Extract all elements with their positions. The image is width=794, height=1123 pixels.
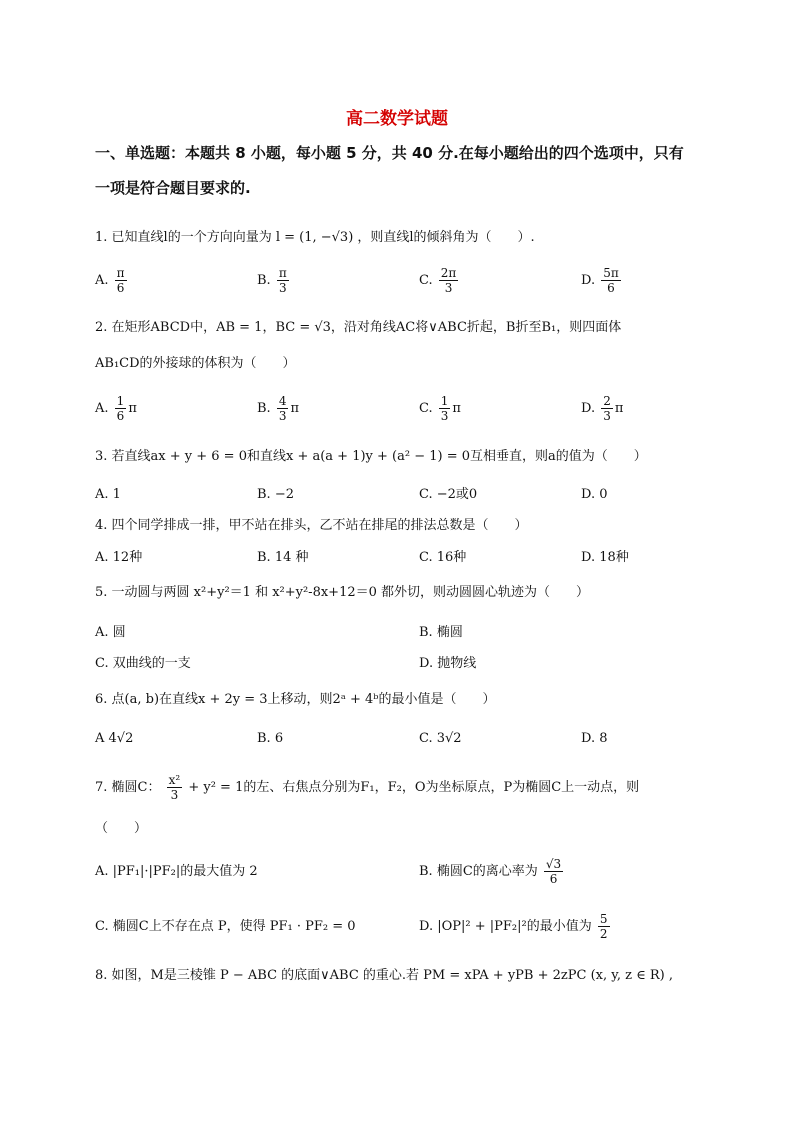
question-6-option-c: C. 3√2 <box>419 731 462 746</box>
stem-suffix: + y² = 1的左、右焦点分别为F₁，F₂，O为坐标原点，P为椭圆C上一动点，则 <box>188 780 640 795</box>
option-label: D. <box>581 401 596 416</box>
question-4-option-c: C. 16种 <box>419 550 467 565</box>
option-label: C. <box>419 273 433 288</box>
question-7-stem-line2: （ ） <box>95 821 148 836</box>
option-label: A. <box>95 273 109 288</box>
question-2-stem-line2: AB₁CD的外接球的体积为（ ） <box>95 356 296 371</box>
denominator: 6 <box>549 872 558 886</box>
option-label: C. <box>419 401 433 416</box>
numerator: 5 <box>599 912 608 926</box>
question-2-option-b <box>257 394 299 423</box>
question-7-option-a: A. |PF₁|·|PF₂|的最大值为 2 <box>95 864 258 879</box>
denominator: 3 <box>170 788 179 802</box>
numerator: x² <box>168 773 181 787</box>
question-2-option-a <box>95 394 137 423</box>
question-5-option-c: C. 双曲线的一支 <box>95 656 191 671</box>
question-1-option-c <box>419 266 460 295</box>
denominator: 2 <box>599 927 608 941</box>
denominator: 3 <box>278 409 287 423</box>
option-fraction <box>598 912 610 941</box>
numerator: π <box>278 266 287 280</box>
option-label: D. <box>581 273 596 288</box>
question-3-option-d: D. 0 <box>581 487 608 502</box>
question-1-option-d <box>581 266 623 295</box>
denominator: 3 <box>603 409 611 423</box>
question-6-option-a: A 4√2 <box>95 731 134 746</box>
option-fraction <box>544 857 563 886</box>
numerator: 1 <box>440 394 449 408</box>
option-fraction <box>439 394 451 423</box>
denominator: 6 <box>116 281 125 295</box>
denominator: 3 <box>440 409 449 423</box>
stem-prefix: 7. 椭圆C： <box>95 780 161 795</box>
option-text: D. |OP|² + |PF₂|²的最小值为 <box>419 919 592 934</box>
option-suffix: π <box>290 401 300 416</box>
question-7-stem <box>95 773 715 802</box>
question-3-option-b: B. −2 <box>257 487 294 502</box>
question-5-stem: 5. 一动圆与两圆 x²+y²＝1 和 x²+y²-8x+12＝0 都外切，则动圆圆心轨迹为（ ） <box>95 585 590 600</box>
denominator: 3 <box>444 281 453 295</box>
section-heading-line1: 一、单选题：本题共 8 小题，每小题 5 分，共 40 分.在每小题给出的四个选项中，只有 <box>95 144 684 162</box>
numerator: π <box>116 266 125 280</box>
question-2-stem: 2. 在矩形ABCD中，AB = 1，BC = √3，沿对角线AC将∨ABC折起，B折至B₁，则四面体 <box>95 320 622 335</box>
option-text: B. 椭圆C的离心率为 <box>419 864 538 879</box>
numerator: 5π <box>603 266 619 280</box>
option-suffix: π <box>452 401 461 416</box>
question-5-option-b: B. 椭圆 <box>419 625 463 640</box>
denominator: 6 <box>607 281 615 295</box>
option-fraction <box>601 394 613 423</box>
option-label: A. <box>95 401 109 416</box>
numerator: 2π <box>440 266 457 280</box>
numerator: 4 <box>278 394 287 408</box>
numerator: 2 <box>603 394 611 408</box>
option-fraction <box>439 266 459 295</box>
question-8-stem: 8. 如图，M是三棱锥 P − ABC 的底面∨ABC 的重心.若 PM = xPA + yPB + 2zPC (x, y, z ∈ R) , <box>95 968 673 983</box>
question-6-option-b: B. 6 <box>257 731 284 746</box>
stem-fraction <box>167 773 183 802</box>
question-5-option-d: D. 抛物线 <box>419 656 477 671</box>
question-7-option-d <box>419 912 612 941</box>
question-5-option-a: A. 圆 <box>95 625 126 640</box>
denominator: 3 <box>278 281 287 295</box>
option-fraction <box>115 266 127 295</box>
option-fraction <box>277 394 289 423</box>
denominator: 6 <box>116 409 125 423</box>
question-1-stem: 1. 已知直线l的一个方向向量为 l = (1, −√3) ，则直线l的倾斜角为（ ）. <box>95 230 535 245</box>
question-2-option-d <box>581 394 623 423</box>
question-1-option-b <box>257 266 291 295</box>
option-label: B. <box>257 401 271 416</box>
question-3-option-a: A. 1 <box>95 487 121 502</box>
numerator: √3 <box>545 857 562 871</box>
question-1-option-a <box>95 266 129 295</box>
option-fraction <box>601 266 621 295</box>
option-label: B. <box>257 273 271 288</box>
option-fraction <box>115 394 127 423</box>
question-4-option-a: A. 12种 <box>95 550 143 565</box>
question-7-option-c: C. 椭圆C上不存在点 P，使得 PF₁ · PF₂ = 0 <box>95 919 356 934</box>
option-suffix: π <box>614 401 624 416</box>
question-6-stem: 6. 点(a, b)在直线x + 2y = 3上移动，则2ᵃ + 4ᵇ的最小值是（ ） <box>95 692 496 707</box>
question-4-option-d: D. 18种 <box>581 550 629 565</box>
question-7-option-b <box>419 857 565 886</box>
question-4-option-b: B. 14 种 <box>257 550 309 565</box>
question-3-stem: 3. 若直线ax + y + 6 = 0和直线x + a(a + 1)y + (a² − 1) = 0互相垂直，则a的值为（ ） <box>95 449 647 464</box>
question-6-option-d: D. 8 <box>581 731 608 746</box>
numerator: 1 <box>116 394 125 408</box>
section-heading-line2: 一项是符合题目要求的. <box>95 179 251 197</box>
page-title: 高二数学试题 <box>346 109 448 129</box>
option-fraction <box>277 266 289 295</box>
question-3-option-c: C. −2或0 <box>419 487 478 502</box>
question-2-option-c <box>419 394 461 423</box>
option-suffix: π <box>128 401 137 416</box>
question-4-stem: 4. 四个同学排成一排，甲不站在排头，乙不站在排尾的排法总数是（ ） <box>95 518 528 533</box>
